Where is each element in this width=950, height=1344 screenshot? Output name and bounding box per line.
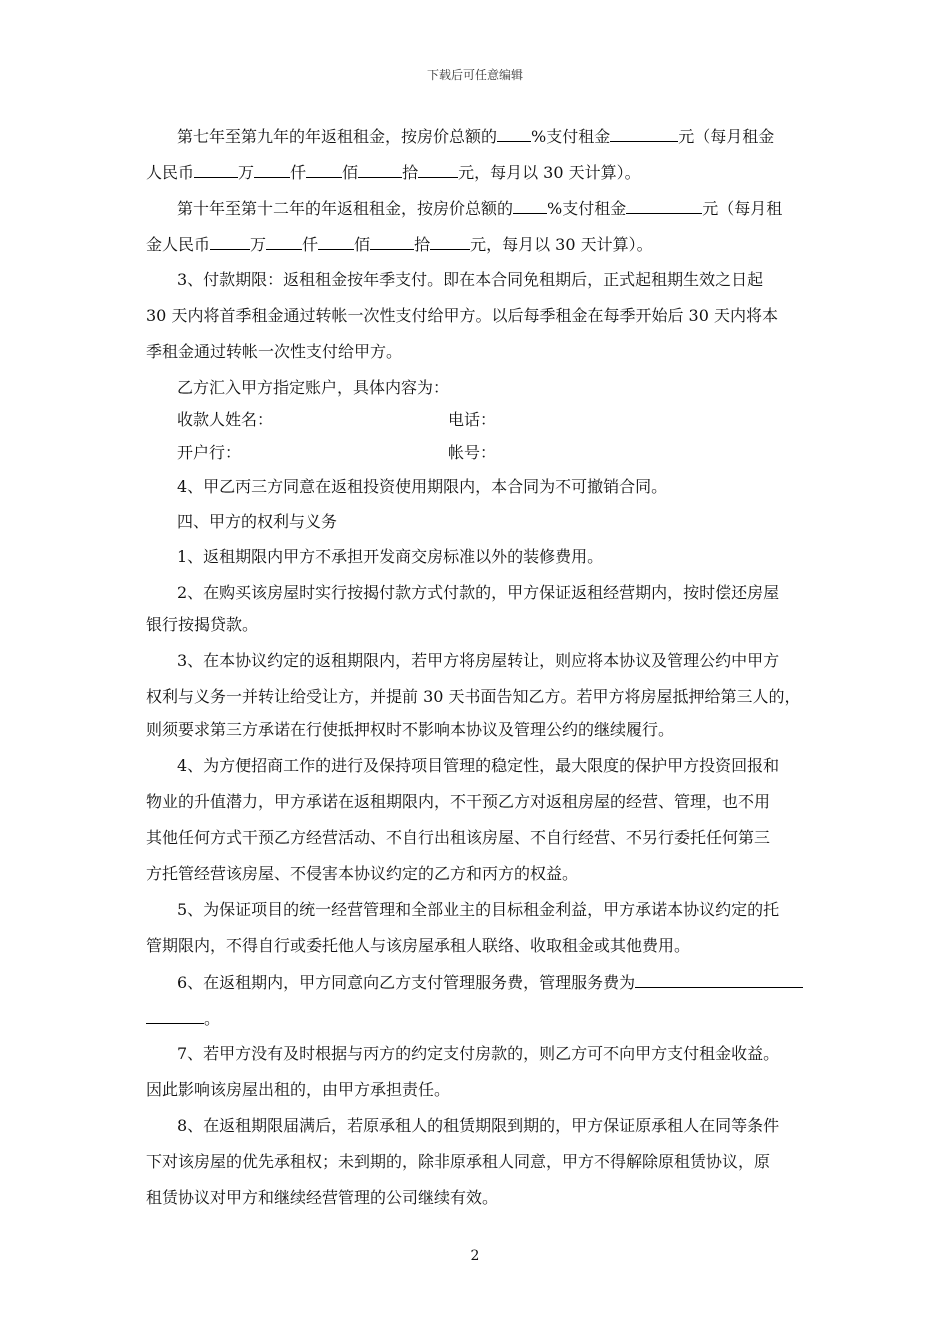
para-line: 下对该房屋的优先承租权；未到期的，除非原承租人同意，甲方不得解除原租赁协议，原	[146, 1152, 771, 1171]
para-line: 3、在本协议约定的返租期限内，若甲方将房屋转让，则应将本协议及管理公约中甲方	[177, 651, 780, 670]
para-line: 金人民币 万 仟 佰 拾 元，每月以 30 天计算）。	[146, 235, 653, 254]
payee-name-label: 收款人姓名：	[177, 410, 274, 429]
page-header: 下载后可任意编辑	[426, 68, 523, 82]
para-line: 4、为方便招商工作的进行及保持项目管理的稳定性，最大限度的保护甲方投资回报和	[177, 756, 780, 775]
page-number: 2	[470, 1248, 480, 1264]
para-line: 。	[146, 1007, 220, 1030]
para-line: 权利与义务一并转让给受让方，并提前 30 天书面告知乙方。若甲方将房屋抵押给第三人的，	[146, 687, 801, 706]
para-line: 8、在返租期限届满后，若原承租人的租赁期限到期的，甲方保证原承租人在同等条件	[177, 1116, 780, 1135]
para-line: 则须要求第三方承诺在行使抵押权时不影响本协议及管理公约的继续履行。	[146, 720, 675, 739]
para-line: 方托管经营该房屋、不侵害本协议约定的乙方和丙方的权益。	[146, 864, 579, 883]
para-line: 30 天内将首季租金通过转帐一次性支付给甲方。以后每季租金在每季开始后 30 天内将本	[146, 306, 778, 325]
para-line: 其他任何方式干预乙方经营活动、不自行出租该房屋、不自行经营、不另行委托任何第三	[146, 828, 771, 847]
para-line: 7、若甲方没有及时根据与丙方的约定支付房款的，则乙方可不向甲方支付租金收益。	[177, 1044, 780, 1063]
bank-label: 开户行：	[177, 443, 242, 462]
para-line: 6、在返租期内，甲方同意向乙方支付管理服务费，管理服务费为	[177, 971, 803, 994]
para-line: 第七年至第九年的年返租租金，按房价总额的 %支付租金 元（每月租金	[177, 127, 775, 146]
para-line: 租赁协议对甲方和继续经营管理的公司继续有效。	[146, 1188, 499, 1207]
para-line: 因此影响该房屋出租的，由甲方承担责任。	[146, 1080, 451, 1099]
para-line: 4、甲乙丙三方同意在返租投资使用期限内，本合同为不可撤销合同。	[177, 477, 668, 496]
para-line: 管期限内，不得自行或委托他人与该房屋承租人联络、收取租金或其他费用。	[146, 936, 691, 955]
para-line: 乙方汇入甲方指定账户，具体内容为：	[177, 378, 450, 397]
para-line: 1、返租期限内甲方不承担开发商交房标准以外的装修费用。	[177, 547, 604, 566]
section-heading: 四、甲方的权利与义务	[177, 512, 338, 531]
para-line: 银行按揭贷款。	[146, 615, 259, 634]
para-line: 3、付款期限：返租租金按年季支付。即在本合同免租期后，正式起租期生效之日起	[177, 270, 764, 289]
para-line: 季租金通过转帐一次性支付给甲方。	[146, 342, 403, 361]
account-label: 帐号：	[448, 443, 497, 462]
phone-label: 电话：	[448, 410, 497, 429]
para-line: 人民币 万 仟 佰 拾 元，每月以 30 天计算）。	[146, 163, 641, 182]
para-line: 第十年至第十二年的年返租租金，按房价总额的 %支付租金 元（每月租	[177, 199, 783, 218]
para-line: 物业的升值潜力，甲方承诺在返租期限内，不干预乙方对返租房屋的经营、管理，也不用	[146, 792, 771, 811]
para-line: 2、在购买该房屋时实行按揭付款方式付款的，甲方保证返租经营期内，按时偿还房屋	[177, 583, 780, 602]
para-line: 5、为保证项目的统一经营管理和全部业主的目标租金利益，甲方承诺本协议约定的托	[177, 900, 780, 919]
